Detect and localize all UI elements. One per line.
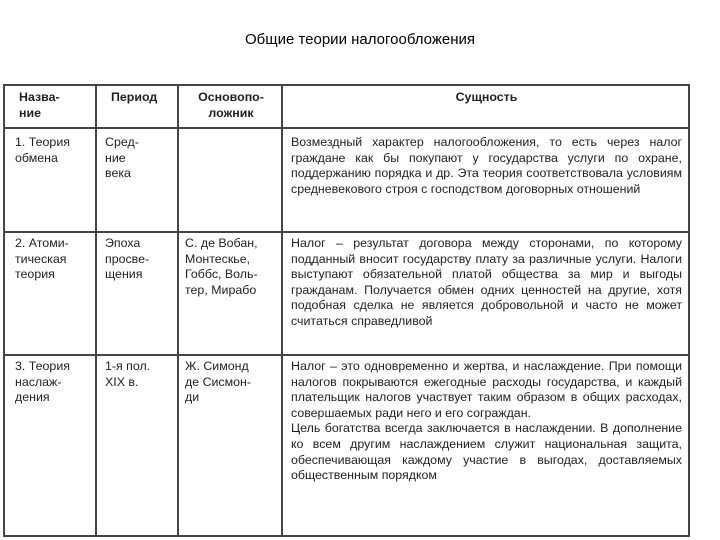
cell-essence: Возмездный характер налогообложения, то есть через налог граждане как бы покупают у государства услуги по охране, поддержанию порядка и др. Эта теория соответствовала условиям средневекового строя с господством договорных отношений <box>282 128 689 232</box>
table-header-row <box>4 85 689 128</box>
cell-period: Эпоха просве- щения <box>96 232 178 355</box>
cell-founder: Ж. Симонд де Сисмон- ди <box>178 355 282 536</box>
header-essence: Сущность <box>282 85 689 128</box>
cell-essence: Налог – результат договора между сторонами, по которому подданный вносит государству плату за различные услуги. Налоги выступают обязательной платой общества за мир и выгоды гражданам. Получается обмен одних ценностей на другие, хотя подобная сделка не является добровольной и часто не может считаться справедливой <box>282 232 689 355</box>
table-row <box>4 232 689 355</box>
cell-name: 2. Атоми- тическая теория <box>4 232 96 355</box>
header-founder: Основопо- ложник <box>178 85 282 128</box>
cell-period: 1-я пол. XIX в. <box>96 355 178 536</box>
cell-founder: С. де Вобан, Монтескье, Гоббс, Воль- тер, Мирабо <box>178 232 282 355</box>
header-name: Назва- ние <box>4 85 96 128</box>
theories-table <box>3 84 690 537</box>
cell-name: 3. Теория наслаж- дения <box>4 355 96 536</box>
cell-name: 1. Теория обмена <box>4 128 96 232</box>
cell-essence: Налог – это одновременно и жертва, и наслаждение. При помощи налогов покрываются ежегодные расходы государства, и каждый плательщик налогов участвует таким образом в общих расходах, совершаемых ради него и его сограждан. Цель богатства всегда заключается в наслаждении. В дополнение ко всем другим наслаждением служит национальная защита, обеспечивающая каждому участие в выгодах, доставляемых общественным порядком <box>282 355 689 536</box>
table-row <box>4 355 689 536</box>
cell-founder <box>178 128 282 232</box>
table-row <box>4 128 689 232</box>
slide-title: Общие теории налогообложения <box>244 31 476 48</box>
header-period: Период <box>96 85 178 128</box>
cell-period: Сред- ние века <box>96 128 178 232</box>
